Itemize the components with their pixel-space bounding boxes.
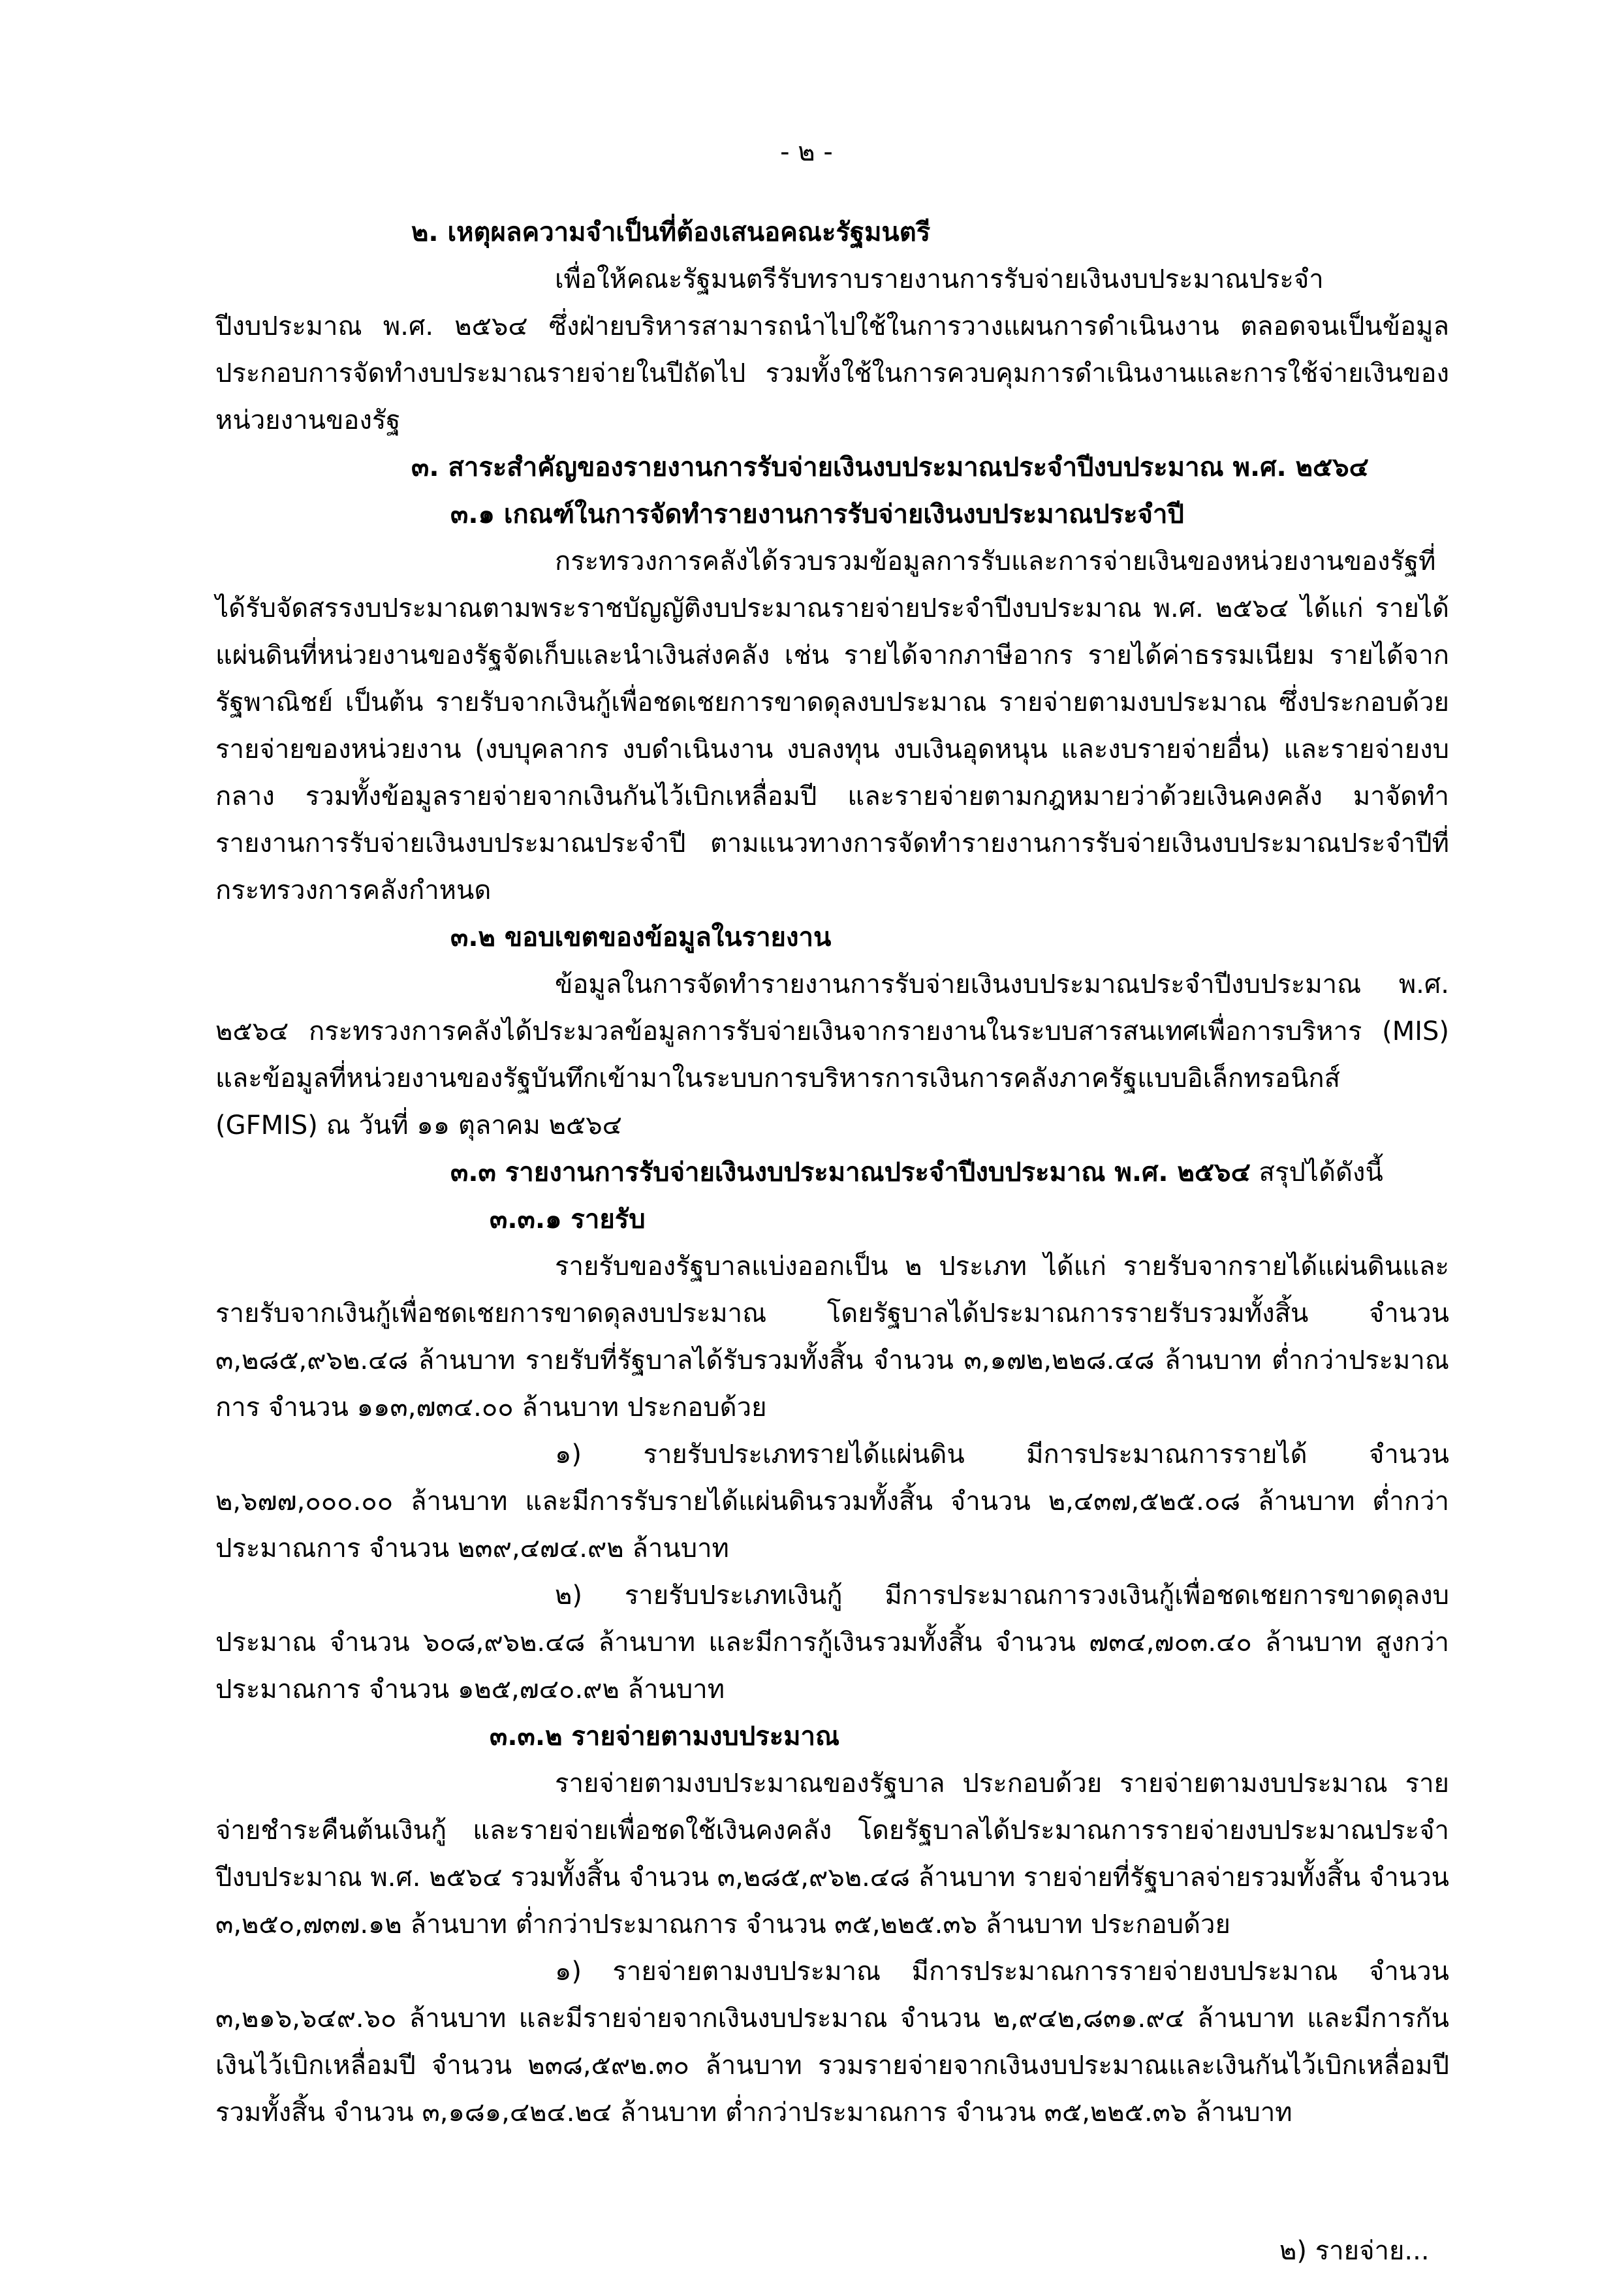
section-3-3-1-body: รายรับของรัฐบาลแบ่งออกเป็น ๒ ประเภท ได้แก่ รายรับจากรายได้แผ่นดินและรายรับจากเงินกู้เพื่อชดเชยการขาดดุลงบประมาณ โดยรัฐบาลได้ประมาณการรายรับรวมทั้งสิ้น จำนวน ๓,๒๘๕,๙๖๒.๔๘ ล้านบาท รายรับที่รัฐบาลได้รับรวมทั้งสิ้น จำนวน ๓,๑๗๒,๒๒๘.๔๘ ล้านบาท ต่ำกว่าประมาณการ จำนวน ๑๑๓,๗๓๔.๐๐ ล้านบาท ประกอบด้วย [215, 1251, 1449, 1423]
section-3-heading: ๓. สาระสำคัญของรายงานการรับจ่ายเงินงบประมาณประจำปีงบประมาณ พ.ศ. ๒๕๖๔ [411, 452, 1369, 482]
section-2-heading: ๒. เหตุผลความจำเป็นที่ต้องเสนอคณะรัฐมนตรี [411, 217, 931, 247]
section-3-1-heading: ๓.๑ เกณฑ์ในการจัดทำรายงานการรับจ่ายเงินงบประมาณประจำปี [450, 499, 1184, 529]
section-3-3-heading: ๓.๓ รายงานการรับจ่ายเงินงบประมาณประจำปีงบประมาณ พ.ศ. ๒๕๖๔ [450, 1157, 1251, 1187]
section-3-3-2-heading: ๓.๓.๒ รายจ่ายตามงบประมาณ [490, 1722, 840, 1752]
page-number: - ๒ - [780, 137, 833, 167]
section-3-3-heading-suffix: สรุปได้ดังนี้ [1250, 1157, 1383, 1187]
section-3-3-1-item-2: ๒) รายรับประเภทเงินกู้ มีการประมาณการวงเงินกู้เพื่อชดเชยการขาดดุลงบประมาณ จำนวน ๖๐๘,๙๖๒.๔๘ ล้านบาท และมีการกู้เงินรวมทั้งสิ้น จำนวน ๗๓๔,๗๐๓.๔๐ ล้านบาท สูงกว่าประมาณการ จำนวน ๑๒๕,๗๔๐.๙๒ ล้านบาท [215, 1580, 1449, 1705]
document-body [215, 209, 1449, 2136]
section-3-3-2-body: รายจ่ายตามงบประมาณของรัฐบาล ประกอบด้วย รายจ่ายตามงบประมาณ รายจ่ายชำระคืนต้นเงินกู้ และรายจ่ายเพื่อชดใช้เงินคงคลัง โดยรัฐบาลได้ประมาณการรายจ่ายงบประมาณประจำปีงบประมาณ พ.ศ. ๒๕๖๔ รวมทั้งสิ้น จำนวน ๓,๒๘๕,๙๖๒.๔๘ ล้านบาท รายจ่ายที่รัฐบาลจ่ายรวมทั้งสิ้น จำนวน ๓,๒๕๐,๗๓๗.๑๒ ล้านบาท ต่ำกว่าประมาณการ จำนวน ๓๕,๒๒๕.๓๖ ล้านบาท ประกอบด้วย [215, 1769, 1449, 1940]
section-3-3-1-heading: ๓.๓.๑ รายรับ [490, 1204, 646, 1234]
section-3-1-body: กระทรวงการคลังได้รวบรวมข้อมูลการรับและการจ่ายเงินของหน่วยงานของรัฐที่ได้รับจัดสรรงบประมาณตามพระราชบัญญัติงบประมาณรายจ่ายประจำปีงบประมาณ พ.ศ. ๒๕๖๔ ได้แก่ รายได้แผ่นดินที่หน่วยงานของรัฐจัดเก็บและนำเงินส่งคลัง เช่น รายได้จากภาษีอากร รายได้ค่าธรรมเนียม รายได้จากรัฐพาณิชย์ เป็นต้น รายรับจากเงินกู้เพื่อชดเชยการขาดดุลงบประมาณ รายจ่ายตามงบประมาณ ซึ่งประกอบด้วย รายจ่ายของหน่วยงาน (งบบุคลากร งบดำเนินงาน งบลงทุน งบเงินอุดหนุน และงบรายจ่ายอื่น) และรายจ่ายงบกลาง รวมทั้งข้อมูลรายจ่ายจากเงินกันไว้เบิกเหลื่อมปี และรายจ่ายตามกฎหมายว่าด้วยเงินคงคลัง มาจัดทำรายงานการรับจ่ายเงินงบประมาณประจำปี ตามแนวทางการจัดทำรายงานการรับจ่ายเงินงบประมาณประจำปีที่กระทรวงการคลังกำหนด [215, 546, 1449, 905]
section-3-3-heading-line [215, 1149, 1449, 1196]
section-2-body: เพื่อให้คณะรัฐมนตรีรับทราบรายงานการรับจ่ายเงินงบประมาณประจำปีงบประมาณ พ.ศ. ๒๕๖๔ ซึ่งฝ่ายบริหารสามารถนำไปใช้ในการวางแผนการดำเนินงาน ตลอดจนเป็นข้อมูลประกอบการจัดทำงบประมาณรายจ่ายในปีถัดไป รวมทั้งใช้ในการควบคุมการดำเนินงานและการใช้จ่ายเงินของหน่วยงานของรัฐ [215, 264, 1449, 435]
continuation-note: ๒) รายจ่าย... [1279, 2236, 1430, 2266]
section-3-3-1-item-1: ๑) รายรับประเภทรายได้แผ่นดิน มีการประมาณการรายได้ จำนวน ๒,๖๗๗,๐๐๐.๐๐ ล้านบาท และมีการรับรายได้แผ่นดินรวมทั้งสิ้น จำนวน ๒,๔๓๗,๕๒๕.๐๘ ล้านบาท ต่ำกว่าประมาณการ จำนวน ๒๓๙,๔๗๔.๙๒ ล้านบาท [215, 1439, 1449, 1564]
section-3-2-body: ข้อมูลในการจัดทำรายงานการรับจ่ายเงินงบประมาณประจำปีงบประมาณ พ.ศ. ๒๕๖๔ กระทรวงการคลังได้ประมวลข้อมูลการรับจ่ายเงินจากรายงานในระบบสารสนเทศเพื่อการบริหาร (MIS) และข้อมูลที่หน่วยงานของรัฐบันทึกเข้ามาในระบบการบริหารการเงินการคลังภาครัฐแบบอิเล็กทรอนิกส์ (GFMIS) ณ วันที่ ๑๑ ตุลาคม ๒๕๖๔ [215, 969, 1449, 1140]
section-3-3-2-item-1: ๑) รายจ่ายตามงบประมาณ มีการประมาณการรายจ่ายงบประมาณ จำนวน ๓,๒๑๖,๖๔๙.๖๐ ล้านบาท และมีรายจ่ายจากเงินงบประมาณ จำนวน ๒,๙๔๒,๘๓๑.๙๔ ล้านบาท และมีการกันเงินไว้เบิกเหลื่อมปี จำนวน ๒๓๘,๕๙๒.๓๐ ล้านบาท รวมรายจ่ายจากเงินงบประมาณและเงินกันไว้เบิกเหลื่อมปีรวมทั้งสิ้น จำนวน ๓,๑๘๑,๔๒๔.๒๔ ล้านบาท ต่ำกว่าประมาณการ จำนวน ๓๕,๒๒๕.๓๖ ล้านบาท [215, 1957, 1449, 2128]
section-3-2-heading: ๓.๒ ขอบเขตของข้อมูลในรายงาน [450, 922, 832, 952]
